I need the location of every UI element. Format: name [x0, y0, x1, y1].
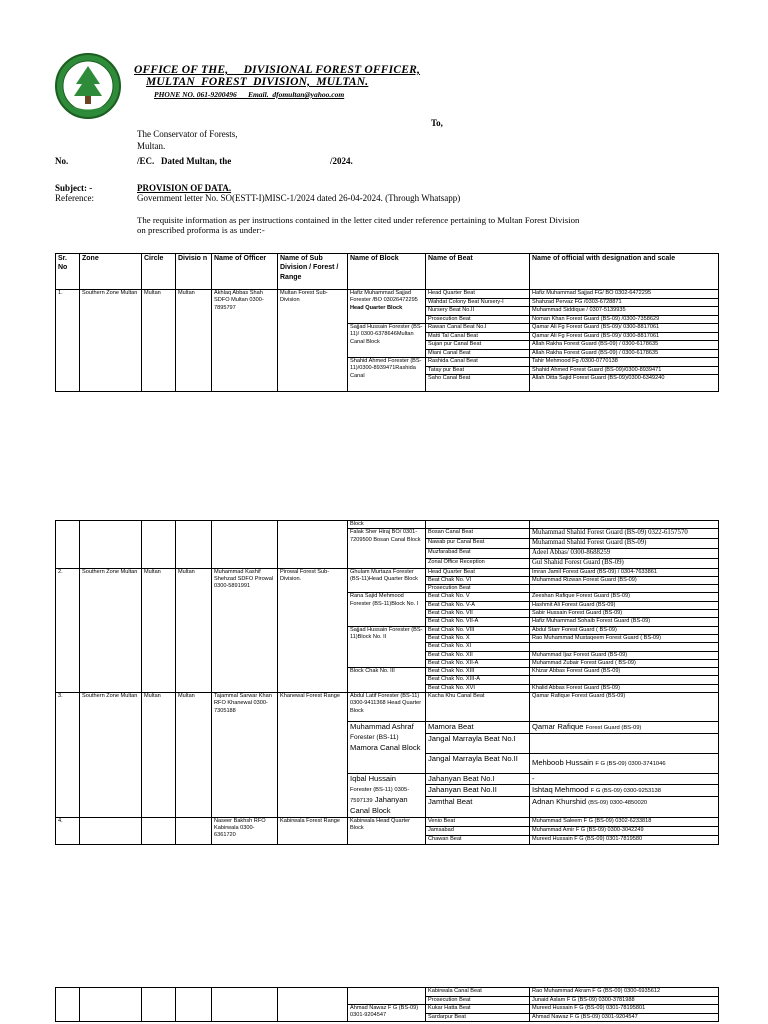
- body-line1: The requisite information as per instructions contained in the letter cited under reference pertaining to Multan Forest Division: [137, 215, 580, 225]
- letter-no-label: No.: [55, 156, 69, 166]
- cell-beat: Jahanyan Beat No.II: [426, 785, 530, 797]
- cell-official: Muhammad Amir F G (BS-09) 0300-3042249: [530, 826, 719, 835]
- data-table-2: [55, 520, 719, 845]
- cell-block: [348, 988, 426, 1005]
- office-contact: PHONE NO. 061-9200496 Email. dfomultan@yahoo.com: [154, 90, 345, 99]
- cell-official: [530, 796, 719, 817]
- cell-official: Qamar Rafique Forest Guard (BS-09): [530, 693, 719, 722]
- cell-official: [530, 722, 719, 734]
- cell-official: Muhammad Rizwan Forest Guard (BS-09): [530, 576, 719, 584]
- block-name: Mamora Canal Block: [350, 743, 421, 753]
- block-officer-name: Iqbal Hussain: [350, 773, 397, 783]
- cell-official: Muhammad Siddique / 0307-5139935: [530, 307, 719, 316]
- cell-beat: Jamsabad: [426, 826, 530, 835]
- cell-official: [530, 676, 719, 684]
- cell-beat: Miani Canal Beat: [426, 349, 530, 358]
- reference-label: Reference:: [55, 193, 94, 203]
- table-row: [56, 568, 719, 576]
- table-row: [56, 521, 719, 529]
- cell-zone: Southern Zone Multan: [80, 290, 142, 392]
- cell-subdivision: [278, 521, 348, 569]
- cell-beat: Beat Chak No. XII: [426, 651, 530, 659]
- cell-beat: Sardarpur Beat: [426, 1013, 530, 1022]
- cell-beat: Rawan Canal Beat No.I: [426, 324, 530, 333]
- cell-sr: 1.: [56, 290, 80, 392]
- cell-zone: [80, 817, 142, 844]
- cell-beat: Kabirwala Canal Beat: [426, 988, 530, 997]
- cell-official: Muhammad Shahid Forest Guard (BS-09): [530, 539, 719, 549]
- cell-official: [530, 643, 719, 651]
- cell-beat: Jahanyan Beat No.I: [426, 773, 530, 784]
- subject-text: PROVISION OF DATA.: [137, 183, 232, 193]
- cell-sr: 3.: [56, 693, 80, 818]
- cell-beat: Wahdat Colony Beat Nursery-I: [426, 298, 530, 307]
- header-sr: Sr. No: [56, 254, 80, 290]
- cell-beat: Prosecution Beat: [426, 585, 530, 593]
- cell-beat: Sujan pur Canal Beat: [426, 341, 530, 350]
- cell-officer: [212, 988, 278, 1022]
- cell-beat: Chawan Beat: [426, 835, 530, 844]
- cell-beat: Beat Chak No. XIII: [426, 668, 530, 676]
- official-rank: F G (BS-09) 0300-9253138: [590, 788, 661, 795]
- cell-official: Tahir Mehmood Fg /0300-0770138: [530, 358, 719, 367]
- cell-official: Ahmad Nawaz F G (BS-09) 0301-9204547: [530, 1013, 719, 1022]
- cell-official: Junaid Aslam F G (BS-09) 0300-3781988: [530, 996, 719, 1005]
- cell-beat: Head Quarter Beat: [426, 290, 530, 299]
- cell-official: Sabir Hussain Forest Guard (BS-09): [530, 610, 719, 618]
- cell-beat: Beat Chak No. V-A: [426, 601, 530, 609]
- cell-beat: Prosecution Beat: [426, 996, 530, 1005]
- cell-official: Qamar Ali Fg Forest Guard (BS-09)/ 0300-8817061: [530, 324, 719, 333]
- cell-beat: Beat Chak No. XII-A: [426, 659, 530, 667]
- cell-officer: Akhlaq Abbas Shah SDFO Multan 0300-7895797: [212, 290, 278, 392]
- cell-official: Allah Rakha Forest Guard (BS-09) / 0300-6178635: [530, 341, 719, 350]
- table-row: [56, 290, 719, 299]
- cell-sr: [56, 521, 80, 569]
- cell-beat: Zonal Office Reception: [426, 558, 530, 568]
- table-row: [56, 693, 719, 722]
- cell-official: Muhammad Zubair Forest Guard ( BS-09): [530, 659, 719, 667]
- cell-block: [348, 290, 426, 324]
- cell-zone: [80, 521, 142, 569]
- official-name: Adnan Khurshid: [532, 796, 587, 806]
- data-table-1: [55, 253, 719, 392]
- cell-beat: Matti Tal Canal Beat: [426, 332, 530, 341]
- cell-beat: Mamora Beat: [426, 722, 530, 734]
- header-officer: Name of Officer: [212, 254, 278, 290]
- cell-beat: Jamthal Beat: [426, 796, 530, 817]
- cell-official: Abdul Starr Forest Guard ( BS-09): [530, 626, 719, 634]
- official-name: Mehboob Hussain: [532, 757, 594, 767]
- cell-officer: [212, 521, 278, 569]
- cell-subdivision: [278, 988, 348, 1022]
- cell-division: Multan: [176, 290, 212, 392]
- cell-beat: Beat Chak No. V: [426, 593, 530, 601]
- cell-official: Mureed Hussain F G (BS-09) 0301-7819580: [530, 835, 719, 844]
- cell-beat: Kacha Khu Canal Beat: [426, 693, 530, 722]
- subject-label: Subject: -: [55, 183, 93, 193]
- addressee-line1: The Conservator of Forests,: [137, 129, 238, 139]
- cell-official: Qamar Ali Fg Forest Guard (BS-09)/ 0300-8817061: [530, 332, 719, 341]
- cell-beat: Head Quarter Beat: [426, 568, 530, 576]
- block-officer-name: Muhammad Ashraf: [350, 722, 414, 732]
- cell-division: [176, 521, 212, 569]
- cell-block: [348, 722, 426, 774]
- header-subdivision: Name of Sub Division / Forest / Range: [278, 254, 348, 290]
- official-rank: Forest Guard (BS-09): [585, 725, 642, 732]
- cell-beat: Prosecution Beat: [426, 315, 530, 324]
- cell-zone: Southern Zone Multan: [80, 568, 142, 692]
- cell-block: Kabirwala Head Quarter Block: [348, 817, 426, 844]
- cell-official: Muhammad Shahid Forest Guard (BS-09) 0322-6157570: [530, 529, 719, 539]
- cell-sr: [56, 988, 80, 1022]
- cell-official: Mureed Hussain F G (BS-09) 0301-78195801: [530, 1005, 719, 1014]
- cell-beat: Muzfarabad Beat: [426, 548, 530, 558]
- cell-officer: Muhammad Kashif Shehzad SDFO Pirowal 0300-5891991: [212, 568, 278, 692]
- official-rank: (BS-09) 0300-4850020: [588, 799, 648, 806]
- cell-circle: Multan: [142, 693, 176, 818]
- block-text: Hafiz Muhammad Sajjad Forester /BO 03026472295: [350, 290, 418, 304]
- cell-official: [530, 785, 719, 797]
- cell-beat: Beat Chak No. XIII-A: [426, 676, 530, 684]
- cell-subdivision: Multan Forest Sub-Division: [278, 290, 348, 392]
- cell-officer: Naseer Bakhsh RFO Kabirwala 0300-6361720: [212, 817, 278, 844]
- cell-block: [348, 773, 426, 817]
- cell-block: Shahid Ahmed Forester (BS-11)/0300-8939471Rashida Canal: [348, 358, 426, 392]
- cell-beat: Beat Chak No. X: [426, 634, 530, 642]
- cell-block: Ghulam Murtaza Forester (BS-11)Head Quarter Block: [348, 568, 426, 593]
- table-header-row: [56, 254, 719, 290]
- table-row: [56, 988, 719, 997]
- cell-official: Zeeshan Rafique Forest Guard (BS-09): [530, 593, 719, 601]
- cell-official: Hashmit Ali Forest Guard (BS-09): [530, 601, 719, 609]
- cell-official: Khalid Abbas Forest Guard (BS-09): [530, 684, 719, 692]
- cell-official: Imran Jamil Forest Guard (BS-09) / 0304-7633861: [530, 568, 719, 576]
- cell-subdivision: Khanewal Forest Range: [278, 693, 348, 818]
- letter-year: /2024.: [330, 156, 353, 166]
- header-official: Name of official with designation and scale: [530, 254, 719, 290]
- official-rank: F G (BS-09) 0300-3741046: [595, 760, 666, 767]
- official-name: Ishtaq Mehmood: [532, 785, 589, 795]
- data-table-3: [55, 987, 719, 1022]
- cell-subdivision: Pirowal Forest Sub-Division.: [278, 568, 348, 692]
- cell-block: Sajjad Hussain Forester (BS-11)Block No. II: [348, 626, 426, 667]
- cell-circle: [142, 521, 176, 569]
- cell-division: [176, 988, 212, 1022]
- cell-official: Allah Rakha Forest Guard (BS-09) / 0300-6178635: [530, 349, 719, 358]
- cell-block: Abdul Latif Forester (BS-11) 0300-9411368 Head Quarter Block: [348, 693, 426, 722]
- cell-division: [176, 817, 212, 844]
- cell-official: Muhammad Ijaz Forest Guard (BS-09): [530, 651, 719, 659]
- cell-division: Multan: [176, 693, 212, 818]
- cell-subdivision: Kabirwala Forest Range: [278, 817, 348, 844]
- body-line2: on prescribed proforma is as under:-: [137, 225, 265, 235]
- cell-official: Hafiz Muhammad Sohaib Forest Guard (BS-09): [530, 618, 719, 626]
- header-division: Divisio n: [176, 254, 212, 290]
- cell-circle: [142, 988, 176, 1022]
- cell-official: Noman Khan Forest Guard (BS-09) /0300-7358629: [530, 315, 719, 324]
- cell-beat: Saho Canal Beat: [426, 375, 530, 392]
- cell-zone: Southern Zone Multan: [80, 693, 142, 818]
- forest-department-logo-icon: [54, 52, 122, 120]
- cell-beat: Beat Chak No. XI: [426, 643, 530, 651]
- to-label: To,: [431, 118, 443, 128]
- cell-beat: Jangal Marrayla Beat No.I: [426, 733, 530, 753]
- cell-official: Allah Ditta Sajid Forest Guard (BS-09)/0300-6349240: [530, 375, 719, 392]
- cell-beat: Kukar Hatta Beat: [426, 1005, 530, 1014]
- letter-dated: /EC. Dated Multan, the: [137, 156, 232, 166]
- cell-zone: [80, 988, 142, 1022]
- cell-official: [530, 753, 719, 773]
- cell-official: [530, 733, 719, 753]
- cell-block: Falak Sher Hiraj BO/ 0301-7209500 Bosan Canal Block: [348, 529, 426, 568]
- cell-beat: Beat Chak No. VII-A: [426, 618, 530, 626]
- block-officer-rank: Forester (BS-11): [350, 734, 399, 742]
- header-circle: Circle: [142, 254, 176, 290]
- cell-official: Gul Shahid Forest Guard (BS-09): [530, 558, 719, 568]
- cell-beat: Beat Chak No. XVI: [426, 684, 530, 692]
- cell-beat: [426, 521, 530, 529]
- cell-official: Adeel Abbas/ 0300-8688259: [530, 548, 719, 558]
- office-title: OFFICE OF THE, DIVISIONAL FOREST OFFICER,: [134, 64, 421, 76]
- cell-official: [530, 521, 719, 529]
- cell-sr: 4.: [56, 817, 80, 844]
- cell-circle: [142, 817, 176, 844]
- cell-officer: Tajammal Sarwar Khan RFO Khanewal 0300-7305188: [212, 693, 278, 818]
- cell-beat: Beat Chak No. VIII: [426, 626, 530, 634]
- cell-beat: Venio Beat: [426, 817, 530, 826]
- cell-circle: Multan: [142, 568, 176, 692]
- block-name: Jahanyan Canal Block: [350, 794, 408, 815]
- office-header: [134, 64, 420, 99]
- cell-official: [530, 585, 719, 593]
- official-name: Qamar Rafique: [532, 722, 584, 732]
- block-subtitle: Head Quarter Block: [350, 304, 403, 311]
- cell-beat: Tatay pur Beat: [426, 366, 530, 375]
- header-block: Name of Block: [348, 254, 426, 290]
- cell-official: Hafiz Muhammad Sajjad FG/ BO 0302-6472295: [530, 290, 719, 299]
- cell-block: Block Chak No. III: [348, 668, 426, 693]
- cell-official: Muhammad Saleem F G (BS-09) 0302-6233818: [530, 817, 719, 826]
- cell-beat: Jangal Marrayla Beat No.II: [426, 753, 530, 773]
- cell-sr: 2.: [56, 568, 80, 692]
- cell-official: Shahzad Pervaz FG /0303-6728871: [530, 298, 719, 307]
- cell-official: Khizar Abbas Forest Guard (BS-09): [530, 668, 719, 676]
- cell-official: -: [530, 773, 719, 784]
- cell-beat: Nursery Beat No.II: [426, 307, 530, 316]
- addressee-line2: Multan.: [137, 141, 166, 151]
- cell-beat: Rashida Canal Beat: [426, 358, 530, 367]
- cell-block: Ahmad Nawaz F G (BS-09) 0301-9204547: [348, 1005, 426, 1022]
- cell-beat: Nawab pur Canal Beat: [426, 539, 530, 549]
- cell-block: Sajjad Hussain Forester (BS-11)/ 0300-6378646Multan Canal Block: [348, 324, 426, 358]
- cell-block: Rana Sajid Mehmood Forester (BS-11)Block No. I: [348, 593, 426, 626]
- cell-division: Multan: [176, 568, 212, 692]
- cell-beat: Bosan Canal Beat: [426, 529, 530, 539]
- office-division: MULTAN FOREST DIVISION, MULTAN.: [146, 76, 369, 88]
- cell-beat: Beat Chak No. VI: [426, 576, 530, 584]
- cell-official: Shahid Ahmed Forest Guard (BS-09)/0300-8939471: [530, 366, 719, 375]
- table-row: [56, 817, 719, 826]
- block-officer-rank: Forester (BS-11) 0305-7597139: [350, 787, 410, 804]
- header-zone: Zone: [80, 254, 142, 290]
- cell-official: Rao Muhammad Mustaqeem Forest Guard ( BS-09): [530, 634, 719, 642]
- cell-beat: Beat Chak No. VII: [426, 610, 530, 618]
- reference-text: Government letter No. SO(ESTT-I)MISC-1/2024 dated 26-04-2024. (Through Whatsapp): [137, 193, 461, 203]
- cell-block: Block: [348, 521, 426, 529]
- header-beat: Name of Beat: [426, 254, 530, 290]
- cell-official: Rao Muhammad Akram F G (BS-09) 0300-6935612: [530, 988, 719, 997]
- cell-circle: Multan: [142, 290, 176, 392]
